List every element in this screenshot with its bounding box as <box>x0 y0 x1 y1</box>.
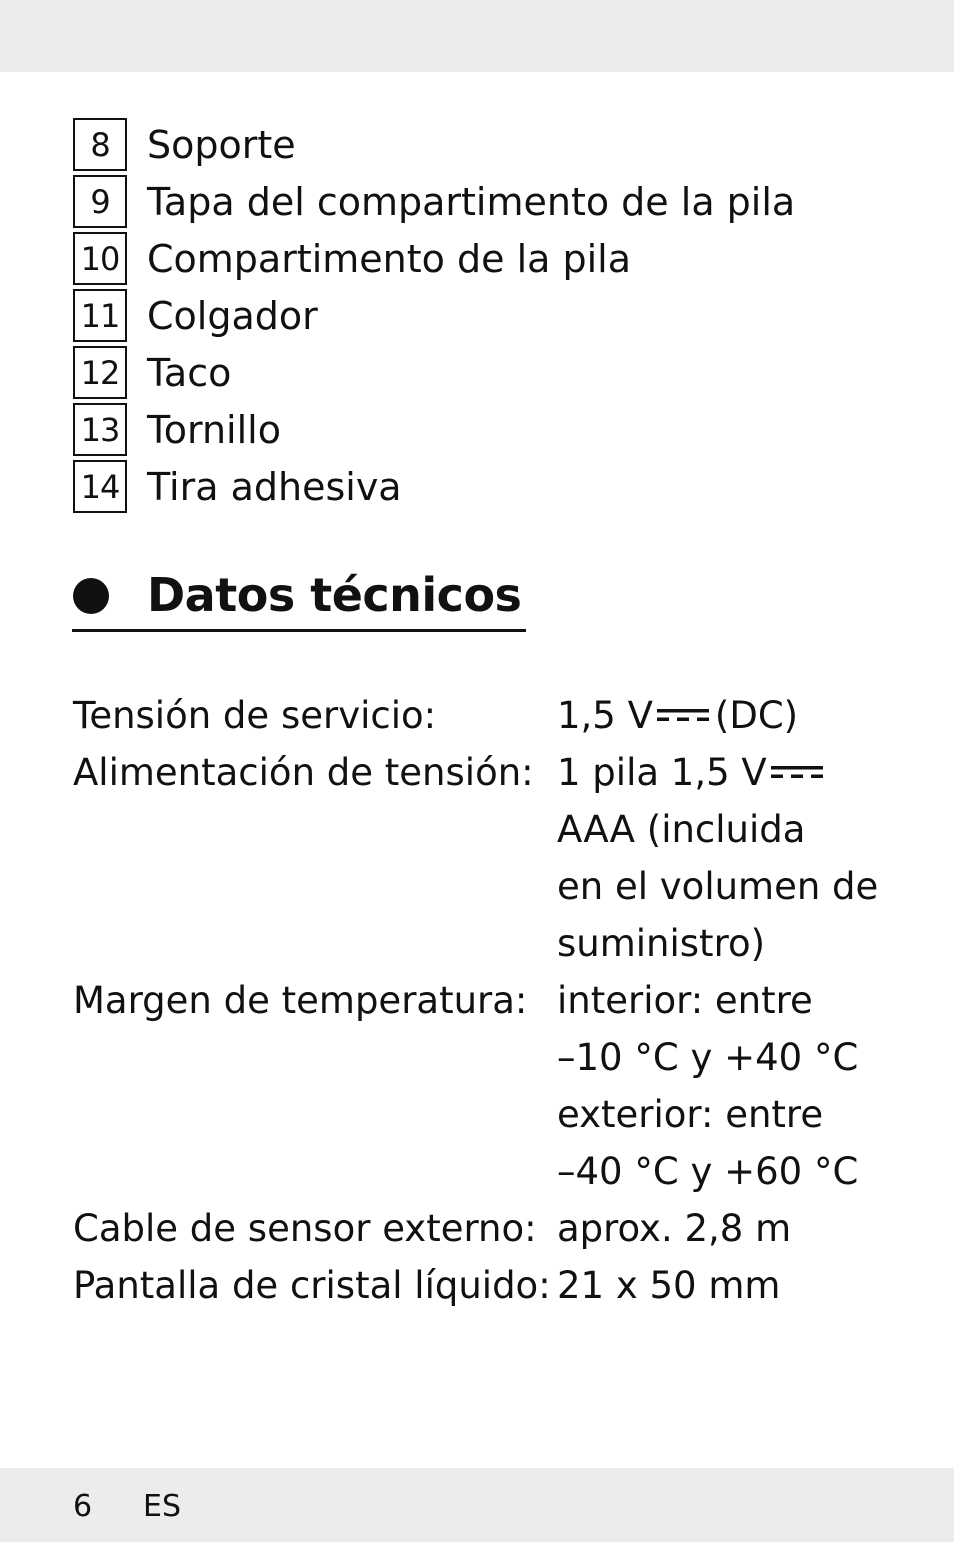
part-number-box: 10 <box>73 232 127 285</box>
part-number-box: 8 <box>73 118 127 171</box>
spec-label-voltage: Tensión de servicio: <box>73 694 437 737</box>
page-number: 6 <box>73 1489 93 1524</box>
dc-icon <box>771 765 823 779</box>
spec-value-power-line4: suministro) <box>557 922 766 965</box>
power-value: 1 pila 1,5 V <box>557 751 767 794</box>
spec-value-power-line2: AAA (incluida <box>557 808 806 851</box>
part-label: Compartimento de la pila <box>147 236 632 281</box>
part-label: Tapa del compartimento de la pila <box>147 179 796 224</box>
voltage-value: 1,5 V <box>557 694 653 737</box>
spec-value-power-line1 <box>557 744 829 801</box>
spec-label-lcd: Pantalla de cristal líquido: <box>73 1264 551 1307</box>
bullet-icon <box>73 578 109 614</box>
header-band <box>0 0 954 72</box>
list-item <box>73 287 795 344</box>
spec-value-temperature-line1: interior: entre <box>557 979 813 1022</box>
list-item <box>73 230 795 287</box>
spec-label-power: Alimentación de tensión: <box>73 751 534 794</box>
spec-value-temperature-line4: –40 °C y +60 °C <box>557 1150 859 1193</box>
part-label: Soporte <box>147 122 296 167</box>
spec-value-lcd: 21 x 50 mm <box>557 1264 781 1307</box>
part-label: Colgador <box>147 293 318 338</box>
voltage-dc-label: (DC) <box>714 694 799 737</box>
section-heading <box>72 566 526 632</box>
spec-label-temperature: Margen de temperatura: <box>73 979 528 1022</box>
language-code: ES <box>143 1489 181 1524</box>
part-label: Tornillo <box>147 407 281 452</box>
part-number-box: 14 <box>73 460 127 513</box>
spec-value-voltage <box>557 687 798 744</box>
part-number-box: 9 <box>73 175 127 228</box>
list-item <box>73 173 795 230</box>
dc-icon <box>657 708 709 722</box>
part-number-box: 13 <box>73 403 127 456</box>
spec-label-cable: Cable de sensor externo: <box>73 1207 537 1250</box>
list-item <box>73 458 795 515</box>
spec-value-cable: aprox. 2,8 m <box>557 1207 792 1250</box>
part-label: Tira adhesiva <box>147 464 402 509</box>
part-number-box: 12 <box>73 346 127 399</box>
part-number-box: 11 <box>73 289 127 342</box>
parts-list <box>73 116 795 515</box>
spec-value-temperature-line2: –10 °C y +40 °C <box>557 1036 859 1079</box>
spec-value-temperature-line3: exterior: entre <box>557 1093 824 1136</box>
list-item <box>73 401 795 458</box>
list-item <box>73 344 795 401</box>
list-item <box>73 116 795 173</box>
section-title: Datos técnicos <box>147 568 522 622</box>
part-label: Taco <box>147 350 232 395</box>
spec-value-power-line3: en el volumen de <box>557 865 879 908</box>
